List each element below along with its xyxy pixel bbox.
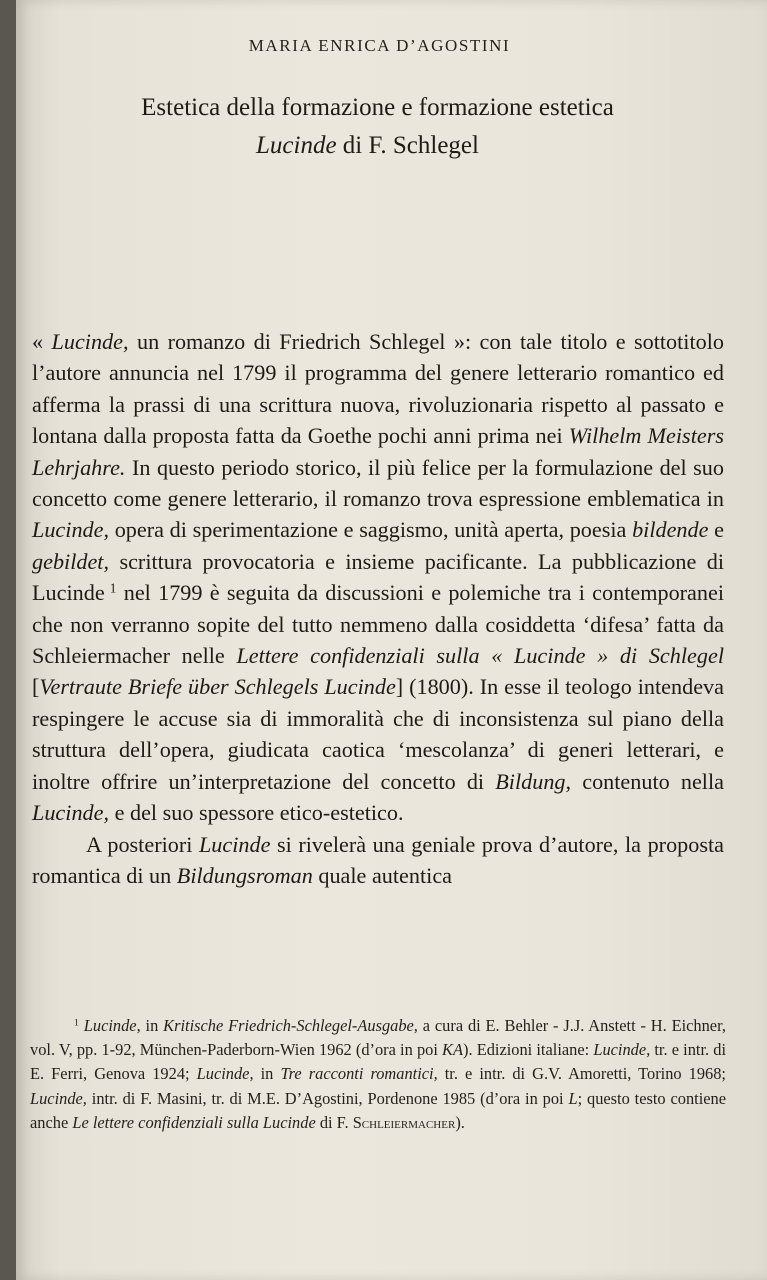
text-run: si rivelerà una geniale prova d’autore, la proposta romantica di un (32, 831, 724, 888)
italic-run: KA (442, 1040, 463, 1060)
italic-run: Lucinde (198, 831, 271, 857)
text-run: tr. e intr. di G.V. Amoretti, Torino 1968; (437, 1064, 726, 1084)
text-run: e del suo spessore etico-estetico. (109, 800, 404, 826)
italic-run: bildende (632, 517, 709, 543)
footnote-ref: 1 (74, 1017, 79, 1029)
text-run: e (708, 517, 724, 543)
text-run: opera di sperimentazione e saggismo, unità aperta, poesia (109, 517, 633, 543)
italic-run: Lucinde, (51, 329, 129, 354)
italic-run: L (568, 1088, 578, 1108)
italic-run: Kritische Friedrich-Schlegel-Ausgabe, (163, 1016, 418, 1035)
text-run: A posteriori (86, 831, 199, 857)
italic-run: Vertraute Briefe über Schlegels Lucinde (39, 674, 396, 700)
running-head-author: MARIA ENRICA D’AGOSTINI (248, 36, 511, 55)
text-run: a cura di E. Behler - J.J. Anstett - H. Eichner, vol. V, pp. 1-92, München-Paderborn-Wien 1962 (d’ora in poi (30, 1016, 726, 1060)
title-rest: di F. Schlegel (336, 132, 479, 159)
italic-run: Lucinde, (32, 517, 110, 543)
book-page (16, 0, 767, 1280)
text-run: di F. (315, 1112, 353, 1132)
italic-run: Lucinde, (32, 800, 110, 826)
text-run: nel 1799 è seguita da discussioni e polemiche tra i contemporanei che non verranno sopite del tutto nemmeno dalla cosiddetta ‘difesa’ fatta da Schleiermacher nelle (32, 580, 725, 669)
italic-run: Bildungsroman (176, 862, 313, 888)
text-run: ). Edizioni italiane: (463, 1040, 594, 1060)
body-text (32, 326, 724, 891)
text-run: in (253, 1064, 281, 1084)
text-run: tr. e intr. di E. Ferri, Genova 1924; (30, 1040, 726, 1084)
article-title-line-1: Estetica della formazione e formazione estetica (141, 94, 614, 121)
text-run: contenuto nella (571, 768, 724, 794)
text-run: scrittura provocatoria e insieme pacificante. La pubblicazione di Lucinde (32, 548, 724, 606)
italic-run: Lucinde, (30, 1088, 87, 1108)
footnote-ref: 1 (104, 580, 117, 596)
text-run: In questo periodo storico, il più felice per la formulazione del suo concetto come genere letterario, il romanzo trova espressione emblematica in (32, 454, 724, 512)
paragraph-2 (32, 829, 724, 892)
italic-run: gebildet, (32, 548, 110, 574)
italic-run: Le lettere confidenziali sulla Lucinde (72, 1112, 316, 1132)
text-run: quale autentica (312, 862, 453, 888)
text-run: in (140, 1016, 164, 1035)
text-run: ; questo testo contiene anche (30, 1088, 726, 1132)
italic-run: Lucinde, (593, 1040, 651, 1060)
italic-run: Tre racconti romantici, (280, 1064, 438, 1084)
text-run: un romanzo di Friedrich Schlegel »: con tale titolo e sottotitolo l’autore annuncia nel 1799 il programma del genere letterario romantico ed afferma la prassi di una scrittura nuova, rivoluzionaria rispetto al passato e lontana dalla proposta fatta da Goethe pochi anni prima nei (32, 329, 724, 449)
article-title-line-2 (0, 132, 743, 160)
footnotes (30, 1014, 726, 1135)
italic-run: Bildung, (495, 768, 572, 794)
text-run: intr. di F. Masini, tr. di M.E. D’Agostini, Pordenone 1985 (d’ora in poi (86, 1088, 569, 1108)
text-run: [ (32, 674, 40, 700)
italic-run: Lucinde, (196, 1064, 254, 1084)
footnote-1 (30, 1014, 726, 1135)
italic-run: Wilhelm Meisters Lehrjahre. (32, 423, 724, 480)
text-run: ). (455, 1112, 465, 1132)
title-italic-lucinde: Lucinde (256, 132, 337, 159)
paragraph-1 (32, 326, 724, 829)
italic-run: Lettere confidenziali sulla « Lucinde » di Schlegel (236, 643, 724, 669)
italic-run: Lucinde, (83, 1016, 141, 1035)
text-run: Schleiermacher (352, 1112, 456, 1132)
text-run: « (32, 329, 52, 354)
text-run: ] (1800). In esse il teologo intendeva respingere le accuse sia di immoralità che di inconsistenza sul piano della struttura dell’opera, giudicata caotica ‘mescolanza’ di generi letterari, e inoltre offrire un’interpretazione del concetto di (32, 674, 724, 794)
